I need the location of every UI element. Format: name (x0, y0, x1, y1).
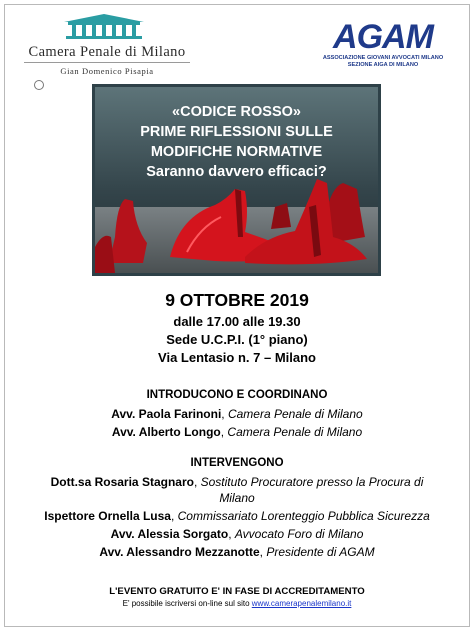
speaker-row: Ispettore Ornella Lusa, Commissariato Lorenteggio Pubblica Sicurezza (44, 509, 430, 523)
courthouse-icon (64, 14, 144, 40)
speaker-role: Camera Penale di Milano (227, 425, 363, 439)
hero-image (92, 84, 381, 276)
seal-icon (34, 80, 44, 90)
intervengono-heading: INTERVENGONO (190, 457, 284, 469)
hero-title (92, 102, 381, 182)
agam-logo-text: AGAM (333, 18, 433, 52)
hero-title-line: MODIFICHE NORMATIVE (150, 144, 323, 160)
speaker-role: Presidente di AGAM (266, 545, 375, 559)
speaker-name: Avv. Alessia Sorgato (110, 527, 229, 541)
website-link[interactable]: www.camerapenalemilano.it (251, 599, 352, 608)
agam-logo (322, 18, 444, 74)
event-date: 9 OTTOBRE 2019 (165, 290, 309, 310)
speaker-role: Commissariato Lorenteggio Pubblica Sicurezza (177, 509, 430, 523)
event-address: Via Lentasio n. 7 – Milano (158, 350, 316, 365)
registration-note (0, 599, 474, 608)
agam-name: ASSOCIAZIONE GIOVANI AVVOCATI MILANO (322, 55, 444, 61)
speaker-name: Dott.sa Rosaria Stagnaro (50, 475, 194, 489)
speaker-role-continued (0, 491, 474, 505)
camera-penale-fineprint (48, 81, 49, 86)
speaker-row: Avv. Alessia Sorgato, Avvocato Foro di Milano (110, 527, 364, 541)
hero-title-line: «CODICE ROSSO» (172, 104, 301, 120)
speaker-role: Camera Penale di Milano (227, 407, 363, 421)
speaker-row: Avv. Alberto Longo, Camera Penale di Milano (111, 425, 363, 439)
speaker-row: Avv. Paola Farinoni, Camera Penale di Milano (111, 407, 363, 421)
agam-logo-mark (328, 18, 438, 52)
speaker-name: Ispettore Ornella Lusa (44, 509, 171, 523)
camera-penale-subtitle: Gian Domenico Pisapia (60, 66, 154, 76)
speaker-role: Sostituto Procuratore presso la Procura di (200, 475, 424, 489)
camera-penale-title: Camera Penale di Milano (28, 44, 186, 60)
hero-subtitle: Saranno davvero efficaci? (146, 164, 327, 180)
camera-penale-logo (18, 14, 196, 84)
speaker-name: Avv. Paola Farinoni (111, 407, 222, 421)
event-time: dalle 17.00 alle 19.30 (173, 314, 301, 329)
speaker-name: Avv. Alberto Longo (111, 425, 221, 439)
speaker-row: Avv. Alessandro Mezzanotte, Presidente di AGAM (99, 545, 375, 559)
speaker-name: Avv. Alessandro Mezzanotte (99, 545, 260, 559)
speaker-row: Dott.sa Rosaria Stagnaro, Sostituto Procuratore presso la Procura di (50, 475, 424, 489)
divider (24, 62, 190, 63)
speaker-role: Avvocato Foro di Milano (234, 527, 364, 541)
event-venue: Sede U.C.P.I. (1° piano) (166, 332, 308, 347)
accreditation-notice: L'EVENTO GRATUITO E' IN FASE DI ACCREDITAMENTO (109, 586, 365, 597)
speaker-role: Milano (219, 491, 255, 505)
introducono-heading: INTRODUCONO E COORDINANO (146, 389, 328, 401)
hero-title-line: PRIME RIFLESSIONI SULLE (140, 124, 333, 140)
agam-section: SEZIONE AIGA DI MILANO (347, 62, 419, 68)
registration-text: E' possibile iscriversi on-line sul sito (122, 599, 250, 608)
